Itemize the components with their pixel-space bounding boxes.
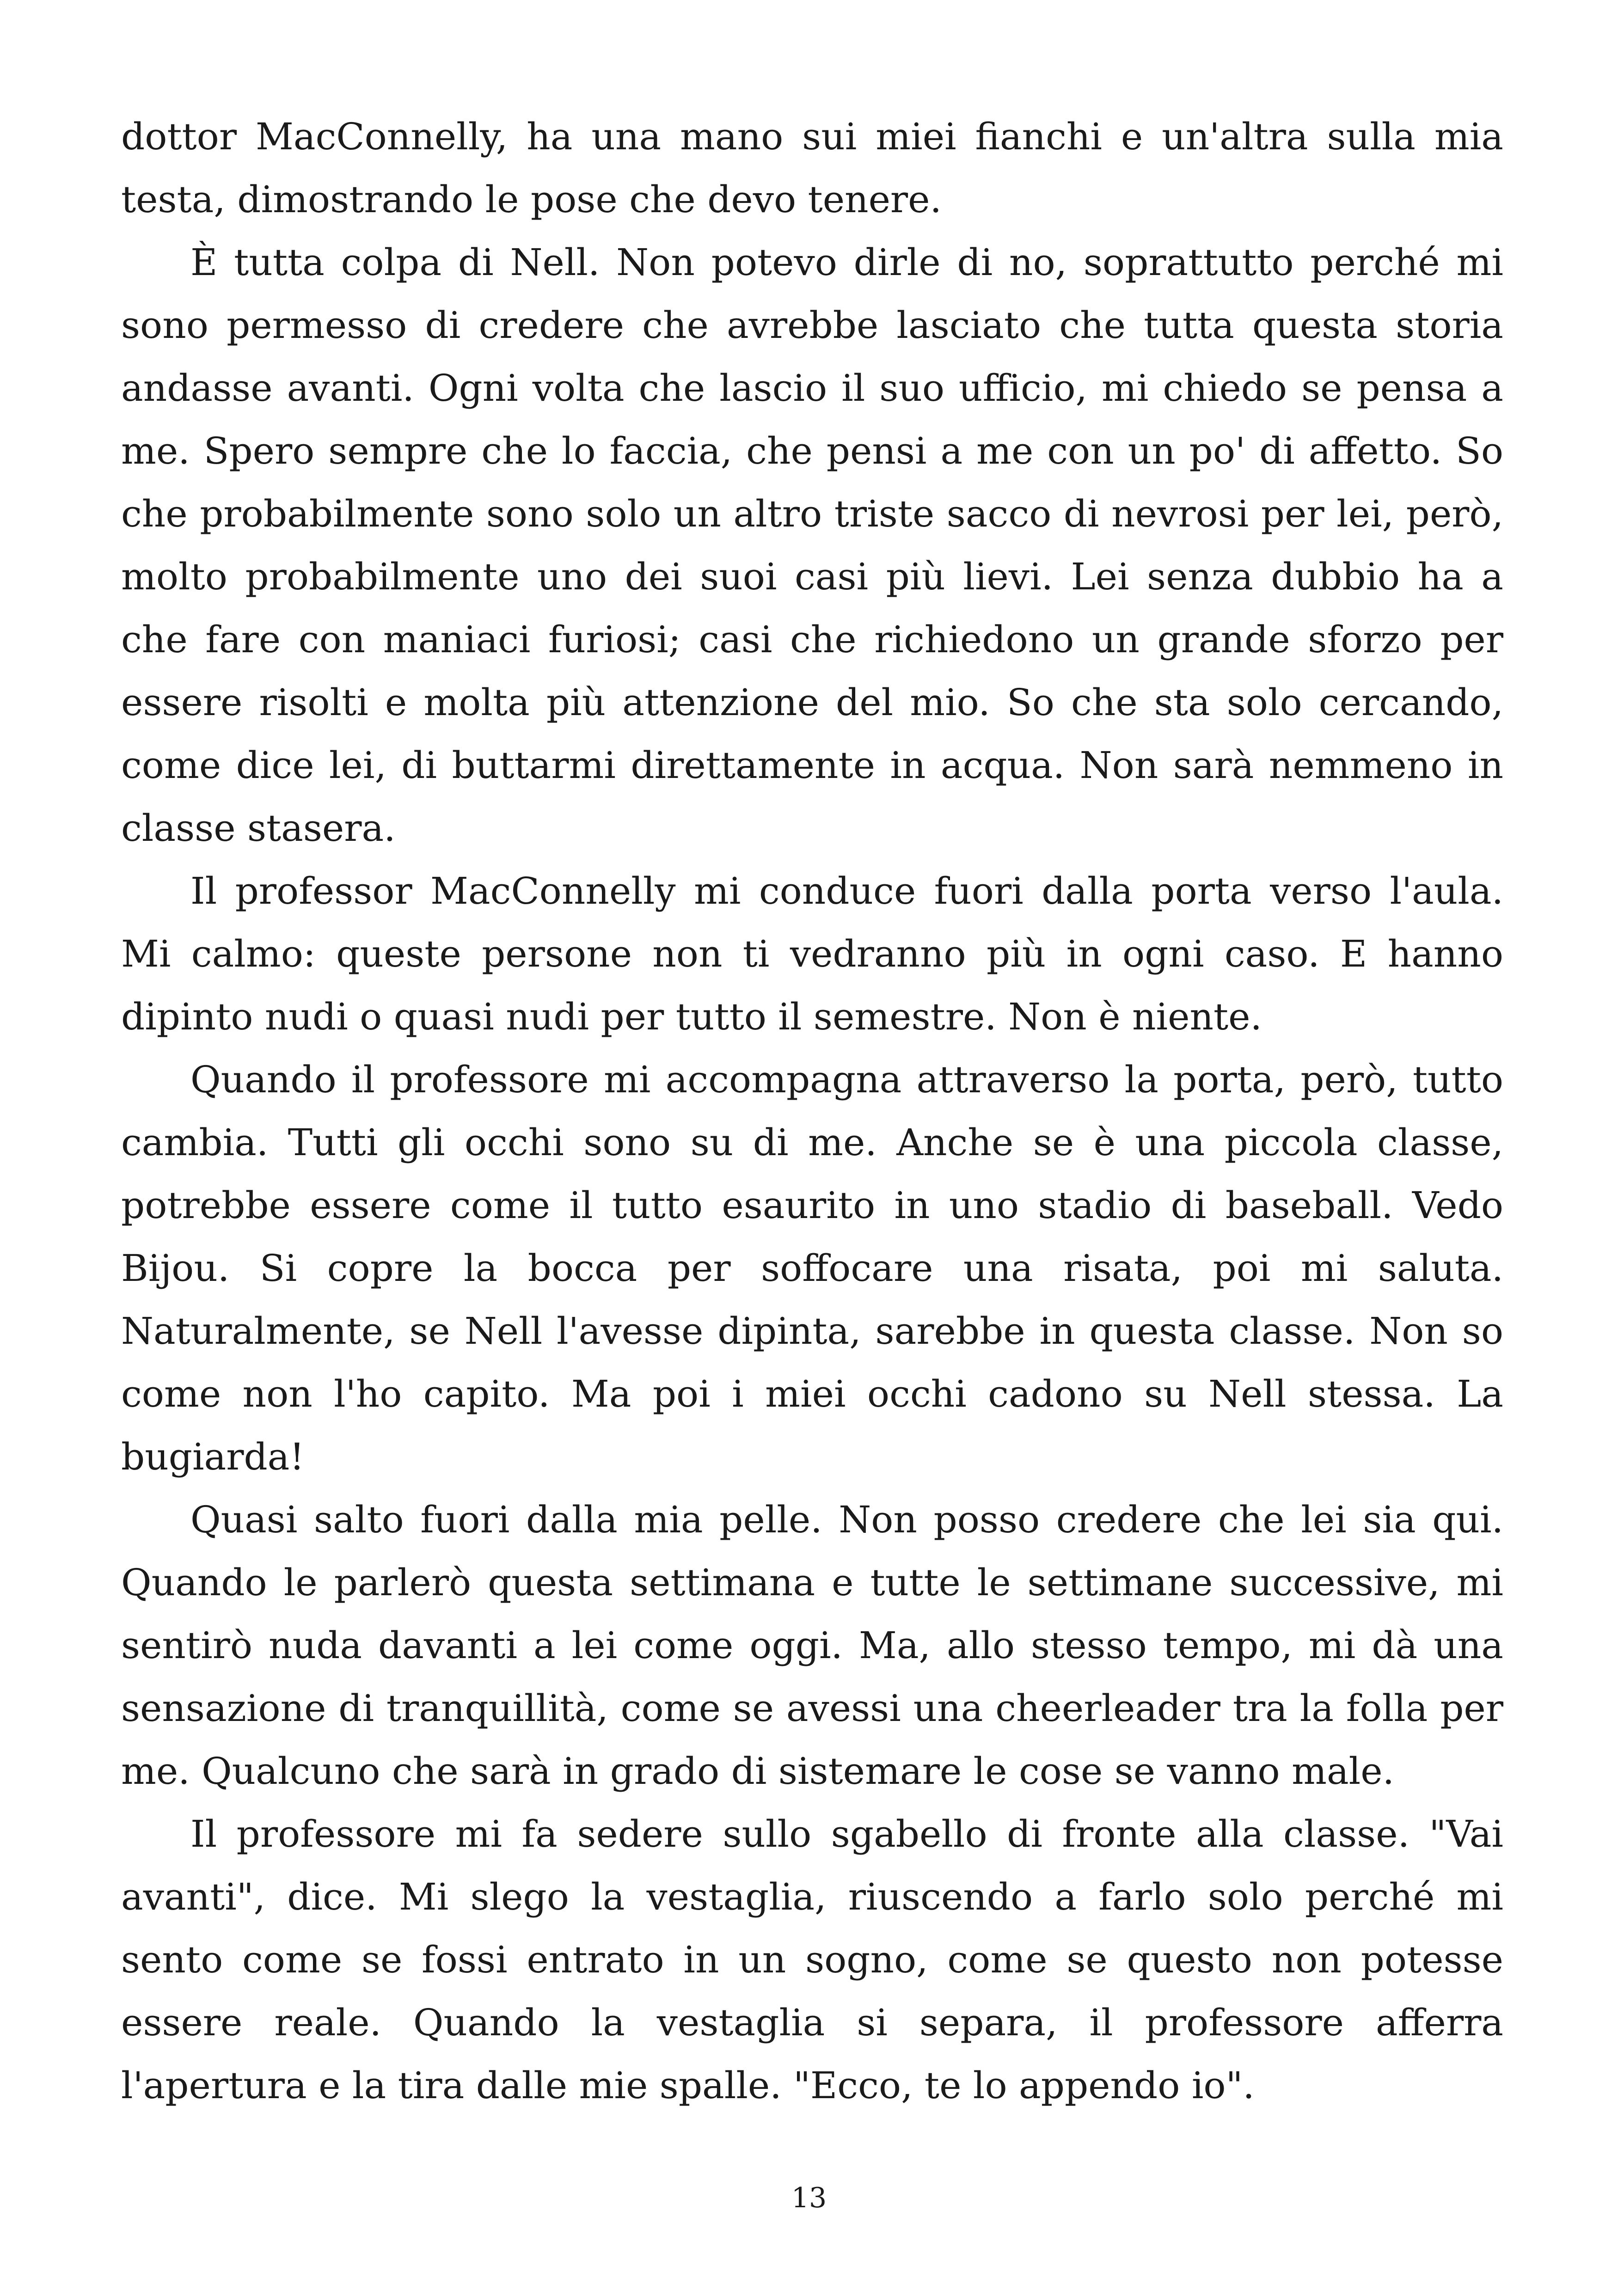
paragraph-4: Quando il professore mi accompagna attraverso la porta, però, tutto cambia. Tutti gli occhi sono su di me. Anche se è una piccola classe, potrebbe essere come il tutto esaurito in uno stadio di baseball. Vedo Bijou. Si copre la bocca per soffocare una risata, poi mi saluta. Naturalmente, se Nell l'avesse dipinta, sarebbe in questa classe. Non so come non l'ho capito. Ma poi i miei occhi cadono su Nell stessa. La bugiarda! [121,1058,1503,1478]
page-number: 13 [791,2182,827,2214]
paragraph-5: Quasi salto fuori dalla mia pelle. Non posso credere che lei sia qui. Quando le parlerò questa settimana e tutte le settimane successive, mi sentirò nuda davanti a lei come oggi. Ma, allo stesso tempo, mi dà una sensazione di tranquillità, come se avessi una cheerleader tra la folla per me. Qualcuno che sarà in grado di sistemare le cose se vanno male. [121,1498,1503,1793]
page-body [121,105,1503,2117]
paragraph-2: È tutta colpa di Nell. Non potevo dirle di no, soprattutto perché mi sono permesso di credere che avrebbe lasciato che tutta questa storia andasse avanti. Ogni volta che lascio il suo ufficio, mi chiedo se pensa a me. Spero sempre che lo faccia, che pensi a me con un po' di affetto. So che probabilmente sono solo un altro triste sacco di nevrosi per lei, però, molto probabilmente uno dei suoi casi più lievi. Lei senza dubbio ha a che fare con maniaci furiosi; casi che richiedono un grande sforzo per essere risolti e molta più attenzione del mio. So che sta solo cercando, come dice lei, di buttarmi direttamente in acqua. Non sarà nemmeno in classe stasera. [121,241,1503,850]
paragraph-3: Il professor MacConnelly mi conduce fuori dalla porta verso l'aula. Mi calmo: queste persone non ti vedranno più in ogni caso. E hanno dipinto nudi o quasi nudi per tutto il semestre. Non è niente. [121,869,1503,1038]
paragraph-1: dottor MacConnelly, ha una mano sui miei fianchi e un'altra sulla mia testa, dimostrando le pose che devo tenere. [121,115,1503,221]
paragraph-6: Il professore mi fa sedere sullo sgabello di fronte alla classe. "Vai avanti", dice. Mi slego la vestaglia, riuscendo a farlo solo perché mi sento come se fossi entrato in un sogno, come se questo non potesse essere reale. Quando la vestaglia si separa, il professore afferra l'apertura e la tira dalle mie spalle. "Ecco, te lo appendo io". [121,1812,1503,2107]
